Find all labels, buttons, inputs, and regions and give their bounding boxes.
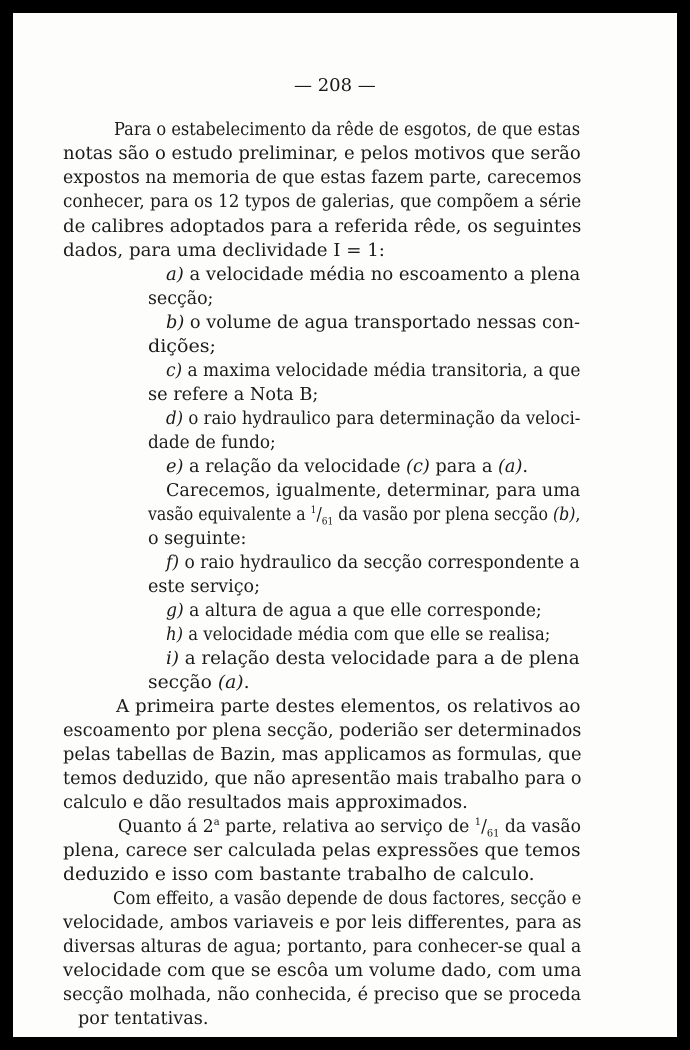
list-item-e xyxy=(166,459,528,476)
text-span: o volume de agua transportado nessas con- xyxy=(184,313,581,333)
list-item-b xyxy=(166,315,580,332)
text-line: calculo e dão resultados mais approximados. xyxy=(63,793,468,813)
text-line: vasão equivalente a $^1/_{61}$ da vasão por plena secção (b), xyxy=(148,505,581,528)
fraction-denominator: 61 xyxy=(486,828,500,840)
item-marker: d) xyxy=(166,409,184,429)
text-span: para a xyxy=(429,457,499,477)
text-line: secção; xyxy=(148,289,214,309)
text-span: (a) xyxy=(217,673,244,693)
text-span: (b) xyxy=(553,505,576,525)
item-marker: c) xyxy=(166,361,183,381)
text-line: plena, carece ser calculada pelas expressões que temos xyxy=(63,841,581,861)
text-span: parte, relativa ao serviço de xyxy=(219,817,475,837)
text-line: Para o estabelecimento da rêde de esgotos, de que estas xyxy=(114,120,581,140)
text-line: dados, para uma declividade I = 1: xyxy=(63,241,385,261)
text-line: notas são o estudo preliminar, e pelos motivos que serão xyxy=(63,144,581,164)
text-span: o raio hydraulico da secção correspondente a xyxy=(179,553,580,573)
list-item-a xyxy=(166,267,580,284)
text-line: secção molhada, não conhecida, é preciso que se proceda xyxy=(63,985,582,1005)
text-span: da vasão xyxy=(499,817,581,837)
fraction-numerator: 1 xyxy=(474,817,482,829)
text-line: pelas tabellas de Bazin, mas applicamos as formulas, que xyxy=(63,745,582,765)
text-span: (c) xyxy=(406,457,430,477)
text-span: a relação desta velocidade para a de plena xyxy=(178,649,580,669)
text-line: deduzido e isso com bastante trabalho de calculo. xyxy=(63,865,535,885)
text-line: dições; xyxy=(148,337,216,357)
item-marker: b) xyxy=(166,313,185,333)
list-item-d xyxy=(166,411,580,428)
text-line: expostos na memoria de que estas fazem parte, carecemos xyxy=(63,168,582,188)
text-line: de calibres adoptados para a referida rêde, os seguintes xyxy=(63,217,582,237)
text-line: Carecemos, igualmente, determinar, para uma xyxy=(166,481,581,501)
item-marker: h) xyxy=(166,625,184,645)
text-span: a maxima velocidade média transitoria, a que xyxy=(182,361,581,381)
text-span: (a) xyxy=(498,457,523,477)
text-line: conhecer, para os 12 typos de galerias, que compõem a série xyxy=(63,192,582,212)
text-span: da vasão por plena secção xyxy=(333,505,554,525)
text-span: a altura de agua a que elle corresponde; xyxy=(183,601,542,621)
text-line: dade de fundo; xyxy=(148,433,276,453)
text-line: Quanto á 2$^a$ parte, relativa ao serviço de $^1/_{61}$ da vasão xyxy=(118,817,581,840)
text-span: secção xyxy=(148,673,218,693)
text-span: a velocidade média no escoamento a plena xyxy=(183,265,581,285)
text-span: vasão equivalente a xyxy=(148,505,311,525)
list-item-c xyxy=(166,363,580,380)
text-line: diversas alturas de agua; portanto, para conhecer-se qual a xyxy=(63,937,582,957)
text-line: Com effeito, a vasão depende de dous factores, secção e xyxy=(113,889,582,909)
list-item-h xyxy=(166,627,550,644)
text-line: velocidade, ambos variaveis e por leis differentes, para as xyxy=(63,913,582,933)
list-item-g xyxy=(166,603,542,620)
text-span: a velocidade média com que elle se realisa; xyxy=(183,625,551,645)
item-marker: a) xyxy=(166,265,184,285)
text-line: se refere a Nota B; xyxy=(148,385,319,405)
text-line: escoamento por plena secção, poderião ser determinados xyxy=(63,721,582,741)
list-item-i xyxy=(166,651,580,668)
text-span: o raio hydraulico para determinação da veloci- xyxy=(183,409,581,429)
list-item-f xyxy=(166,555,580,572)
text-span: , xyxy=(575,505,581,525)
text-span: . xyxy=(522,457,529,477)
text-span: Quanto á 2 xyxy=(118,817,214,837)
text-line: este serviço; xyxy=(148,577,261,597)
item-marker: e) xyxy=(166,457,184,477)
superscript: a xyxy=(213,817,220,829)
text-line: temos deduzido, que não apresentão mais trabalho para o xyxy=(63,769,582,789)
fraction-denominator: 61 xyxy=(321,516,334,528)
text-line: A primeira parte destes elementos, os relativos ao xyxy=(116,697,581,717)
text-span: a relação da velocidade xyxy=(183,457,407,477)
item-marker: g) xyxy=(166,601,184,621)
text-line: velocidade com que se escôa um volume dado, com uma xyxy=(63,961,582,981)
item-marker: i) xyxy=(166,649,179,669)
text-line: o seguinte: xyxy=(148,529,247,549)
item-marker: f) xyxy=(166,553,180,573)
text-span: . xyxy=(243,673,250,693)
text-line: por tentativas. xyxy=(78,1009,209,1029)
book-page xyxy=(13,13,677,1037)
fraction-numerator: 1 xyxy=(310,505,317,517)
text-line xyxy=(148,675,250,692)
page-number: — 208 — xyxy=(294,75,376,96)
